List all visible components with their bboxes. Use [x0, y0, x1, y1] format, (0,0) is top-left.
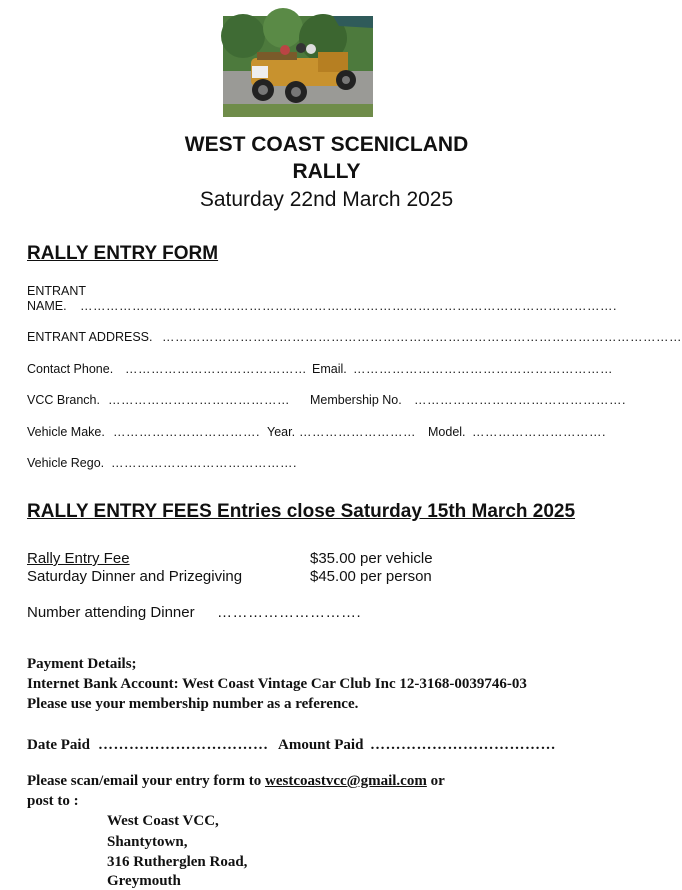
contact-phone-label: Contact Phone. — [27, 362, 114, 376]
membership-label: Membership No. — [310, 393, 402, 407]
fee-row-label-0: Rally Entry Fee — [27, 550, 130, 567]
year-label: Year. — [267, 425, 296, 439]
entrant-name-label: NAME. — [27, 299, 67, 313]
year-field[interactable]: ……………………… — [299, 425, 416, 439]
amount-paid-label: Amount Paid — [278, 737, 364, 753]
payment-details-heading: Payment Details; — [27, 656, 137, 672]
title-line-1: WEST COAST SCENICLAND — [184, 133, 469, 156]
entry-fees-heading: RALLY ENTRY FEES Entries close Saturday 15th March 2025 — [27, 501, 576, 522]
vehicle-rego-field[interactable]: ……………………………………. — [111, 456, 297, 470]
membership-field[interactable]: …………………………………………. — [414, 393, 626, 407]
scan-prefix: Please scan/email your entry form to — [27, 773, 262, 789]
entrant-address-label: ENTRANT ADDRESS. — [27, 330, 153, 344]
model-label: Model. — [428, 425, 466, 439]
vehicle-rego-label: Vehicle Rego. — [27, 456, 105, 470]
contact-email-link[interactable]: westcoastvcc@gmail.com — [265, 773, 427, 789]
date-paid-field[interactable]: …………………………… — [98, 737, 269, 753]
entrant-label-line1: ENTRANT — [27, 284, 87, 298]
dinner-count-label: Number attending Dinner — [27, 604, 195, 621]
reference-note: Please use your membership number as a reference. — [27, 696, 359, 712]
scan-email-line — [27, 773, 445, 790]
entry-form-heading: RALLY ENTRY FORM — [27, 243, 219, 264]
vcc-branch-field[interactable]: …………………………………… — [108, 393, 290, 407]
fee-row-value-1: $45.00 per person — [310, 568, 432, 585]
fee-row-value-0: $35.00 per vehicle — [310, 550, 433, 567]
fee-row-label-1: Saturday Dinner and Prizegiving — [27, 568, 243, 585]
contact-phone-field[interactable]: …………………………………… — [125, 362, 307, 376]
event-date: Saturday 22nd March 2025 — [199, 188, 454, 211]
email-label: Email. — [312, 362, 347, 376]
dinner-count-field[interactable]: ………………………. — [217, 604, 362, 621]
address-line-3: 316 Rutherglen Road, — [107, 854, 248, 870]
email-field[interactable]: …………………………………………………… — [353, 362, 613, 376]
bank-account: Internet Bank Account: West Coast Vintage Car Club Inc 12-3168-0039746-03 — [27, 676, 527, 692]
vintage-car-photo — [223, 16, 373, 117]
post-to-label: post to : — [27, 793, 79, 809]
vehicle-make-label: Vehicle Make. — [27, 425, 105, 439]
vcc-branch-label: VCC Branch. — [27, 393, 100, 407]
model-field[interactable]: …………………………. — [472, 425, 606, 439]
vehicle-make-field[interactable]: ……………………………. — [113, 425, 260, 439]
address-line-4: Greymouth — [107, 873, 181, 889]
scan-suffix: or — [430, 773, 445, 789]
date-paid-label: Date Paid — [27, 737, 90, 753]
entrant-name-field[interactable]: ……………………………………………………………………………………………………………. — [80, 299, 617, 313]
address-line-2: Shantytown, — [107, 834, 188, 850]
amount-paid-field[interactable]: ……………………………… — [370, 737, 556, 753]
title-line-2: RALLY — [292, 160, 361, 183]
address-line-1: West Coast VCC, — [107, 813, 219, 829]
entrant-address-field[interactable]: ………………………………………………………………………………………………………… — [162, 330, 682, 344]
